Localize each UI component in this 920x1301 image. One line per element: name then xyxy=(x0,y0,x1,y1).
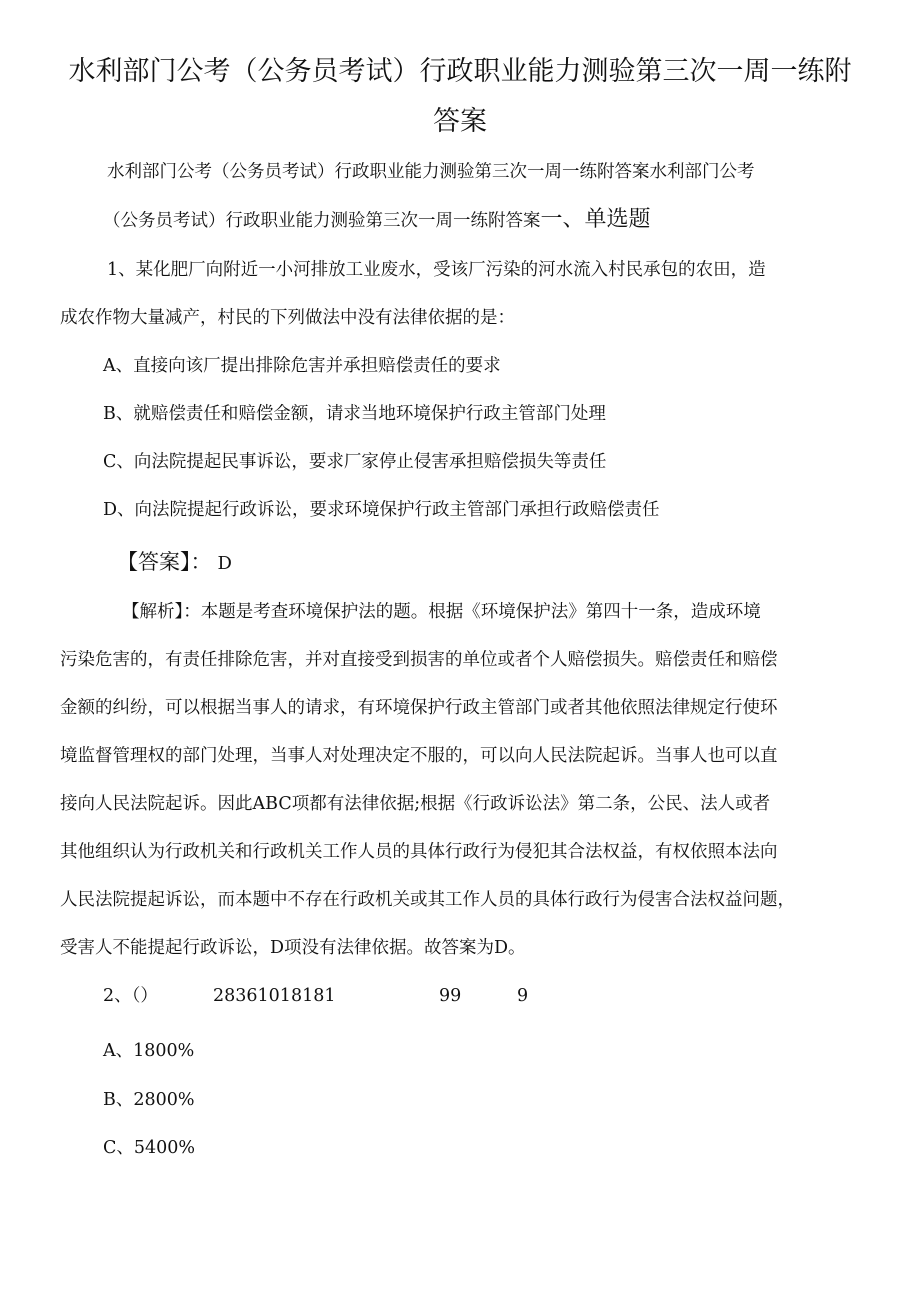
question-2-option-a: A、1800% xyxy=(103,1041,195,1061)
question-1-stem-line-1: 1、某化肥厂向附近一小河排放工业废水，受该厂污染的河水流入村民承包的农田，造 xyxy=(107,260,766,280)
question-2-figure-3: 9 xyxy=(517,986,529,1006)
question-1-option-b: B、就赔偿责任和赔偿金额，请求当地环境保护行政主管部门处理 xyxy=(103,404,606,424)
intro-line-2 xyxy=(103,207,651,232)
analysis-line-3: 金额的纠纷，可以根据当事人的请求，有环境保护行政主管部门或者其他依照法律规定行使环 xyxy=(60,698,778,718)
intro-line-2-text: （公务员考试）行政职业能力测验第三次一周一练附答案 xyxy=(103,211,541,231)
question-1-stem-line-2: 成农作物大量减产，村民的下列做法中没有法律依据的是： xyxy=(60,308,515,328)
analysis-line-1: 【解析】：本题是考查环境保护法的题。根据《环境保护法》第四十一条，造成环境 xyxy=(122,602,761,622)
analysis-line-4: 境监督管理权的部门处理，当事人对处理决定不服的，可以向人民法院起诉。当事人也可以直 xyxy=(60,746,778,766)
analysis-line-2: 污染危害的，有责任排除危害，并对直接受到损害的单位或者个人赔偿损失。赔偿责任和赔偿 xyxy=(60,650,778,670)
question-2-option-c: C、5400% xyxy=(103,1138,196,1158)
question-2-option-b: B、2800% xyxy=(103,1090,195,1110)
analysis-line-6: 其他组织认为行政机关和行政机关工作人员的具体行政行为侵犯其合法权益，有权依照本法向 xyxy=(60,842,778,862)
analysis-line-8: 受害人不能提起行政诉讼，D项没有法律依据。故答案为D。 xyxy=(60,938,526,958)
question-1-option-c: C、向法院提起民事诉讼，要求厂家停止侵害承担赔偿损失等责任 xyxy=(103,452,607,472)
answer-label: 【答案】： xyxy=(117,550,212,574)
question-2-figure-2: 99 xyxy=(439,986,462,1006)
question-2-figure-1: 28361018181 xyxy=(213,986,336,1006)
intro-line-1: 水利部门公考（公务员考试）行政职业能力测验第三次一周一练附答案水利部门公考 xyxy=(107,162,755,182)
question-1-answer xyxy=(117,552,232,574)
document-title-line-2: 答案 xyxy=(433,106,487,137)
analysis-line-5: 接向人民法院起诉。因此ABC项都有法律依据;根据《行政诉讼法》第二条，公民、法人或者 xyxy=(60,794,771,814)
analysis-line-7: 人民法院提起诉讼，而本题中不存在行政机关或其工作人员的具体行政行为侵害合法权益问题， xyxy=(60,890,795,910)
question-2-number: 2、（） xyxy=(103,986,158,1006)
question-1-option-d: D、向法院提起行政诉讼，要求环境保护行政主管部门承担行政赔偿责任 xyxy=(103,500,660,520)
question-1-option-a: A、直接向该厂提出排除危害并承担赔偿责任的要求 xyxy=(103,356,501,376)
document-title-line-1: 水利部门公考（公务员考试）行政职业能力测验第三次一周一练附 xyxy=(68,56,852,87)
answer-value: D xyxy=(217,553,232,574)
question-2-stem xyxy=(103,986,528,1006)
section-heading: 一、单选题 xyxy=(540,207,651,232)
